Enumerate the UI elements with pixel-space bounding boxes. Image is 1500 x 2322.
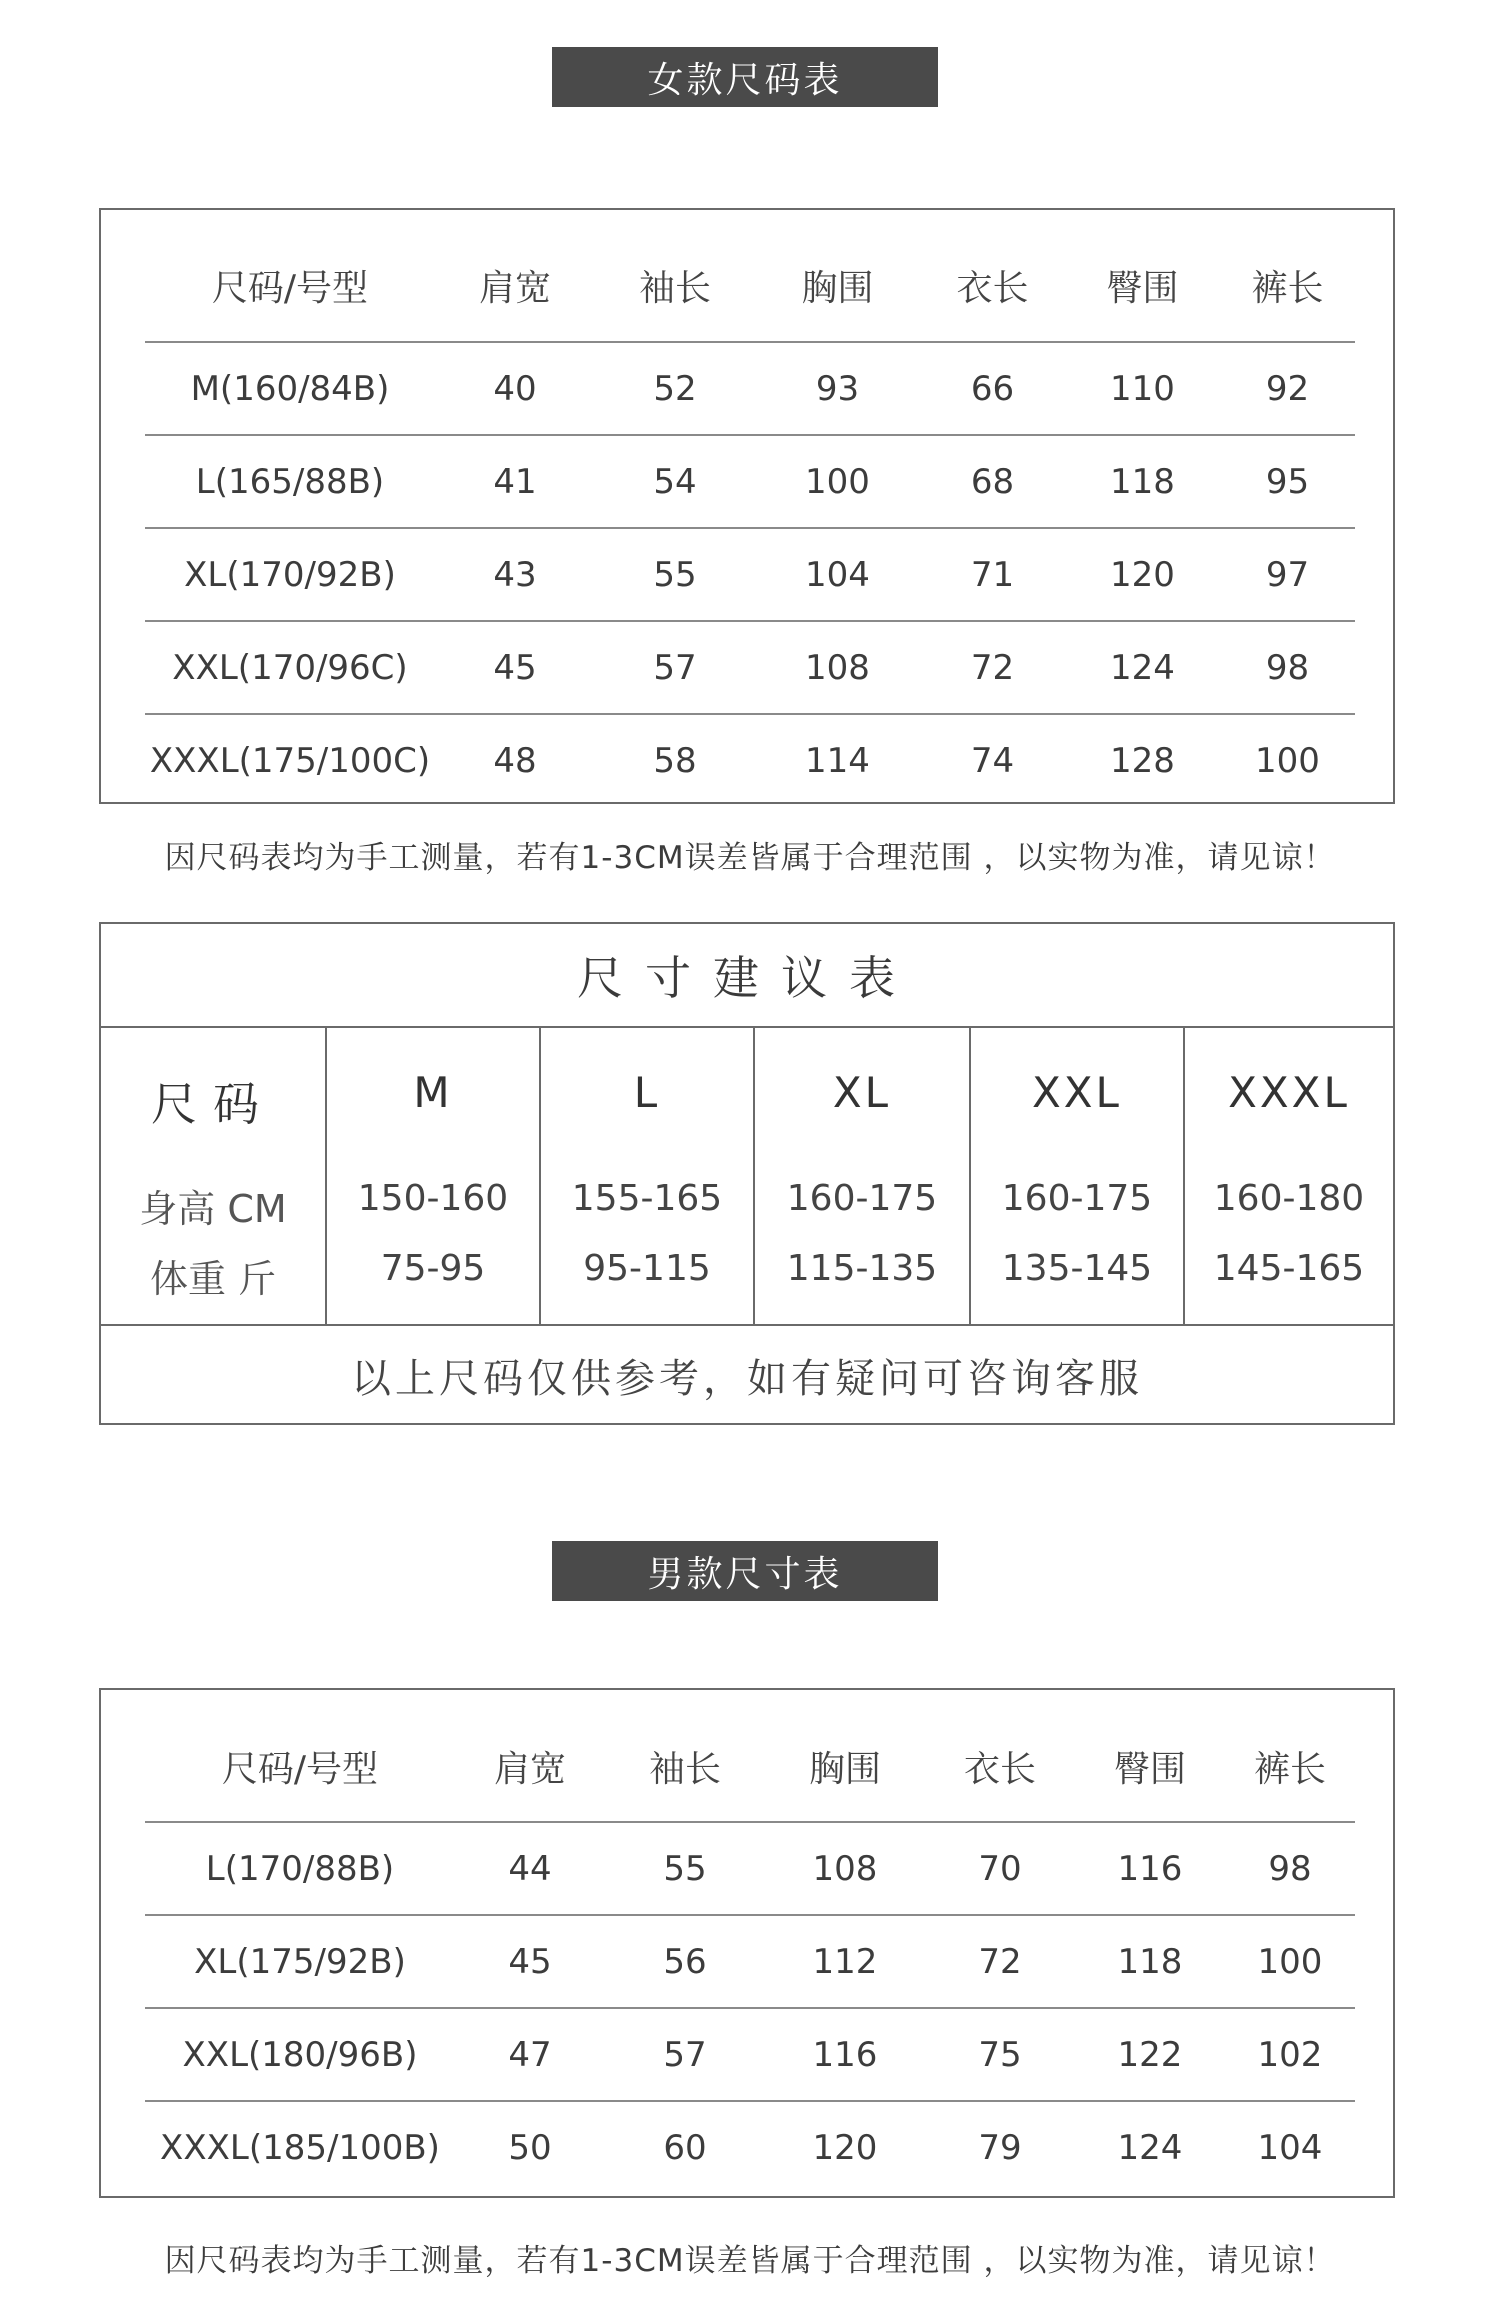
cell-size: XXL(170/96C) <box>145 621 435 714</box>
header-pants-length: 裤长 <box>1220 230 1355 342</box>
cell: 55 <box>595 528 755 621</box>
cell: 71 <box>920 528 1065 621</box>
men-size-chart-box <box>99 1688 1395 2198</box>
table-row <box>145 342 1355 435</box>
suggestion-column-m <box>327 1028 541 1324</box>
header-length: 衣长 <box>920 230 1065 342</box>
table-row <box>145 621 1355 714</box>
suggestion-weight: 95-115 <box>583 1248 711 1289</box>
cell: 124 <box>1117 2128 1183 2168</box>
cell: 55 <box>605 1822 765 1915</box>
cell: 124 <box>1065 621 1220 714</box>
cell: 98 <box>1225 1822 1355 1915</box>
table-row <box>145 2101 1355 2194</box>
suggestion-weight: 145-165 <box>1213 1248 1365 1289</box>
cell: 66 <box>920 342 1065 435</box>
suggestion-column-xxxl <box>1185 1028 1393 1324</box>
cell-size: M(160/84B) <box>145 342 435 435</box>
cell: 97 <box>1220 528 1355 621</box>
cell: 72 <box>925 1915 1075 2008</box>
table-row <box>145 714 1355 807</box>
men-size-chart-banner: 男款尺寸表 <box>552 1541 938 1601</box>
suggestion-weight: 75-95 <box>380 1248 486 1289</box>
cell: 70 <box>925 1822 1075 1915</box>
header-shoulder: 肩宽 <box>455 1712 605 1822</box>
cell: 47 <box>455 2008 605 2101</box>
size-suggestion-grid <box>101 1028 1393 1326</box>
cell: 43 <box>435 528 595 621</box>
suggestion-size: XXL <box>1032 1068 1122 1117</box>
cell: 79 <box>978 2128 1022 2168</box>
size-suggestion-title: 尺寸建议表 <box>101 924 1393 1028</box>
cell: 114 <box>805 741 870 781</box>
cell: 93 <box>755 342 920 435</box>
suggestion-size: XXXL <box>1228 1068 1350 1117</box>
suggestion-label-column <box>101 1028 327 1324</box>
cell: 116 <box>1075 1822 1225 1915</box>
cell: 118 <box>1065 435 1220 528</box>
cell: 100 <box>1255 741 1320 781</box>
size-suggestion-box <box>99 922 1395 1425</box>
women-size-table <box>145 230 1355 807</box>
header-length: 衣长 <box>925 1712 1075 1822</box>
cell: 128 <box>1110 741 1175 781</box>
suggestion-height-label: 身高 CM <box>139 1187 287 1231</box>
table-row <box>145 528 1355 621</box>
cell: 95 <box>1220 435 1355 528</box>
size-suggestion-footer: 以上尺码仅供参考，如有疑问可咨询客服 <box>351 1356 1143 1402</box>
cell-size: XXL(180/96B) <box>145 2008 455 2101</box>
table-header-row <box>145 230 1355 342</box>
cell: 100 <box>1225 1915 1355 2008</box>
suggestion-size: L <box>633 1068 661 1117</box>
cell: 56 <box>605 1915 765 2008</box>
cell: 110 <box>1065 342 1220 435</box>
cell: 50 <box>508 2128 552 2168</box>
header-sleeve: 袖长 <box>595 230 755 342</box>
cell: 72 <box>920 621 1065 714</box>
cell: 108 <box>765 1822 925 1915</box>
table-row <box>145 2008 1355 2101</box>
suggestion-column-xxl <box>971 1028 1185 1324</box>
cell-size: XXXL(175/100C) <box>149 741 431 781</box>
cell: 45 <box>455 1915 605 2008</box>
women-size-chart-banner: 女款尺码表 <box>552 47 938 107</box>
cell: 108 <box>755 621 920 714</box>
cell: 41 <box>435 435 595 528</box>
cell: 92 <box>1220 342 1355 435</box>
cell: 58 <box>653 741 697 781</box>
suggestion-weight: 135-145 <box>1001 1248 1153 1289</box>
table-row <box>145 1915 1355 2008</box>
table-row <box>145 1822 1355 1915</box>
women-measurement-note: 因尺码表均为手工测量，若有1-3CM误差皆属于合理范围 ，以实物为准，请见谅！ <box>164 840 1336 876</box>
cell-size: L(165/88B) <box>145 435 435 528</box>
header-shoulder: 肩宽 <box>435 230 595 342</box>
suggestion-column-xl <box>755 1028 971 1324</box>
suggestion-size: M <box>413 1068 453 1117</box>
cell: 98 <box>1220 621 1355 714</box>
suggestion-height: 160-175 <box>786 1178 938 1219</box>
cell: 52 <box>595 342 755 435</box>
suggestion-size: XL <box>832 1068 892 1117</box>
suggestion-weight: 115-135 <box>786 1248 938 1289</box>
cell: 60 <box>663 2128 707 2168</box>
cell: 122 <box>1075 2008 1225 2101</box>
cell: 118 <box>1075 1915 1225 2008</box>
cell: 102 <box>1225 2008 1355 2101</box>
suggestion-height: 150-160 <box>357 1178 509 1219</box>
suggestion-height: 160-180 <box>1213 1178 1365 1219</box>
cell: 74 <box>970 741 1015 781</box>
suggestion-column-l <box>541 1028 755 1324</box>
suggestion-height: 155-165 <box>571 1178 723 1219</box>
header-pants-length: 裤长 <box>1225 1712 1355 1822</box>
cell-size: XL(175/92B) <box>145 1915 455 2008</box>
cell-size: XXXL(185/100B) <box>160 2128 440 2168</box>
cell: 120 <box>1065 528 1220 621</box>
cell: 57 <box>595 621 755 714</box>
header-chest: 胸围 <box>755 230 920 342</box>
table-header-row <box>145 1712 1355 1822</box>
header-size: 尺码/号型 <box>145 1712 455 1822</box>
men-measurement-note: 因尺码表均为手工测量，若有1-3CM误差皆属于合理范围 ，以实物为准，请见谅！ <box>164 2243 1336 2279</box>
suggestion-height: 160-175 <box>1001 1178 1153 1219</box>
cell: 54 <box>595 435 755 528</box>
cell: 44 <box>455 1822 605 1915</box>
cell-size: L(170/88B) <box>145 1822 455 1915</box>
cell-size: XL(170/92B) <box>145 528 435 621</box>
cell: 45 <box>435 621 595 714</box>
cell: 40 <box>435 342 595 435</box>
men-size-table <box>145 1712 1355 2194</box>
cell: 112 <box>765 1915 925 2008</box>
header-hip: 臀围 <box>1065 230 1220 342</box>
header-sleeve: 袖长 <box>605 1712 765 1822</box>
cell: 120 <box>812 2128 878 2168</box>
cell: 104 <box>1257 2128 1323 2168</box>
cell: 75 <box>925 2008 1075 2101</box>
cell: 104 <box>755 528 920 621</box>
cell: 48 <box>493 741 537 781</box>
cell: 57 <box>605 2008 765 2101</box>
header-size: 尺码/号型 <box>145 230 435 342</box>
table-row <box>145 435 1355 528</box>
suggestion-size-label: 尺码 <box>151 1077 275 1131</box>
header-hip: 臀围 <box>1075 1712 1225 1822</box>
cell: 68 <box>920 435 1065 528</box>
cell: 100 <box>755 435 920 528</box>
suggestion-weight-label: 体重 斤 <box>149 1257 277 1301</box>
cell: 116 <box>765 2008 925 2101</box>
women-size-chart-box <box>99 208 1395 804</box>
header-chest: 胸围 <box>765 1712 925 1822</box>
